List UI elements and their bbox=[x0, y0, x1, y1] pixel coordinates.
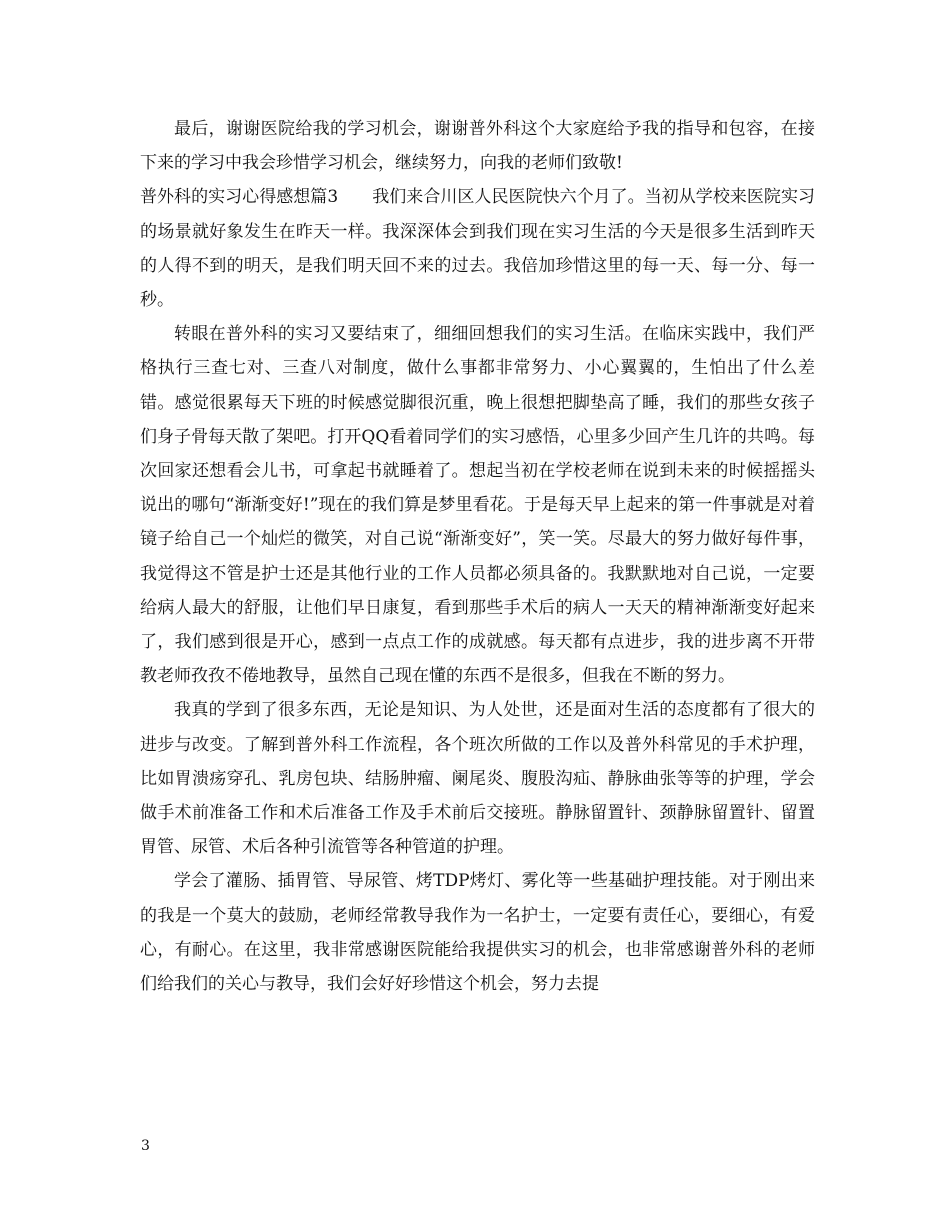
paragraph-closing-thanks: 最后，谢谢医院给我的学习机会，谢谢普外科这个大家庭给予我的指导和包容，在接下来的学习中我会珍惜学习机会，继续努力，向我的老师们致敬! bbox=[140, 119, 815, 174]
paragraph-nursing-techniques: 学会了灌肠、插胃管、导尿管、烤TDP烤灯、雾化等一些基础护理技能。对于刚出来的我是一个莫大的鼓励，老师经常教导我作为一名护士，一定要有责任心，要细心，有爱心，有耐心。在这里，我非常感谢医院能给我提供实习的机会，也非常感谢普外科的老师们给我们的关心与教导，我们会好好珍惜这个机会，努力去提 bbox=[140, 871, 815, 995]
paragraph-learned-skills: 我真的学到了很多东西，无论是知识、为人处世，还是面对生活的态度都有了很大的进步与改变。了解到普外科工作流程，各个班次所做的工作以及普外科常见的手术护理，比如胃溃疡穿孔、乳房包块、结肠肿瘤、阑尾炎、腹股沟疝、静脉曲张等等的护理，学会做手术前准备工作和术后准备工作及手术前后交接班。静脉留置针、颈静脉留置针、留置胃管、尿管、术后各种引流管等各种管道的护理。 bbox=[140, 700, 815, 858]
paragraph-essay-3-intro: 普外科的实习心得感想篇3 我们来合川区人民医院快六个月了。当初从学校来医院实习的场景就好象发生在昨天一样。我深深体会到我们现在实习生活的今天是很多生活到昨天的人得不到的明天，是我们明天回不来的过去。我倍加珍惜这里的每一天、每一分、每一秒。 bbox=[140, 187, 815, 311]
paragraph-internship-life: 转眼在普外科的实习又要结束了，细细回想我们的实习生活。在临床实践中，我们严格执行三查七对、三查八对制度，做什么事都非常努力、小心翼翼的，生怕出了什么差错。感觉很累每天下班的时候感觉脚很沉重，晚上很想把脚垫高了睡，我们的那些女孩子们身子骨每天散了架吧。打开QQ看着同学们的实习感悟，心里多少回产生几许的共鸣。每次回家还想看会儿书，可拿起书就睡着了。想起当初在学校老师在说到未来的时候摇摇头说出的哪句“渐渐变好!”现在的我们算是梦里看花。于是每天早上起来的第一件事就是对着镜子给自己一个灿烂的微笑，对自己说“渐渐变好”，笑一笑。尽最大的努力做好每件事，我觉得这不管是护士还是其他行业的工作人员都必须具备的。我默默地对自己说，一定要给病人最大的舒服，让他们早日康复，看到那些手术后的病人一天天的精神渐渐变好起来了，我们感到很是开心，感到一点点工作的成就感。每天都有点进步，我的进步离不开带教老师孜孜不倦地教导，虽然自己现在懂的东西不是很多，但我在不断的努力。 bbox=[140, 324, 815, 687]
document-body bbox=[140, 112, 815, 1001]
page-number: 3 bbox=[141, 1138, 150, 1154]
